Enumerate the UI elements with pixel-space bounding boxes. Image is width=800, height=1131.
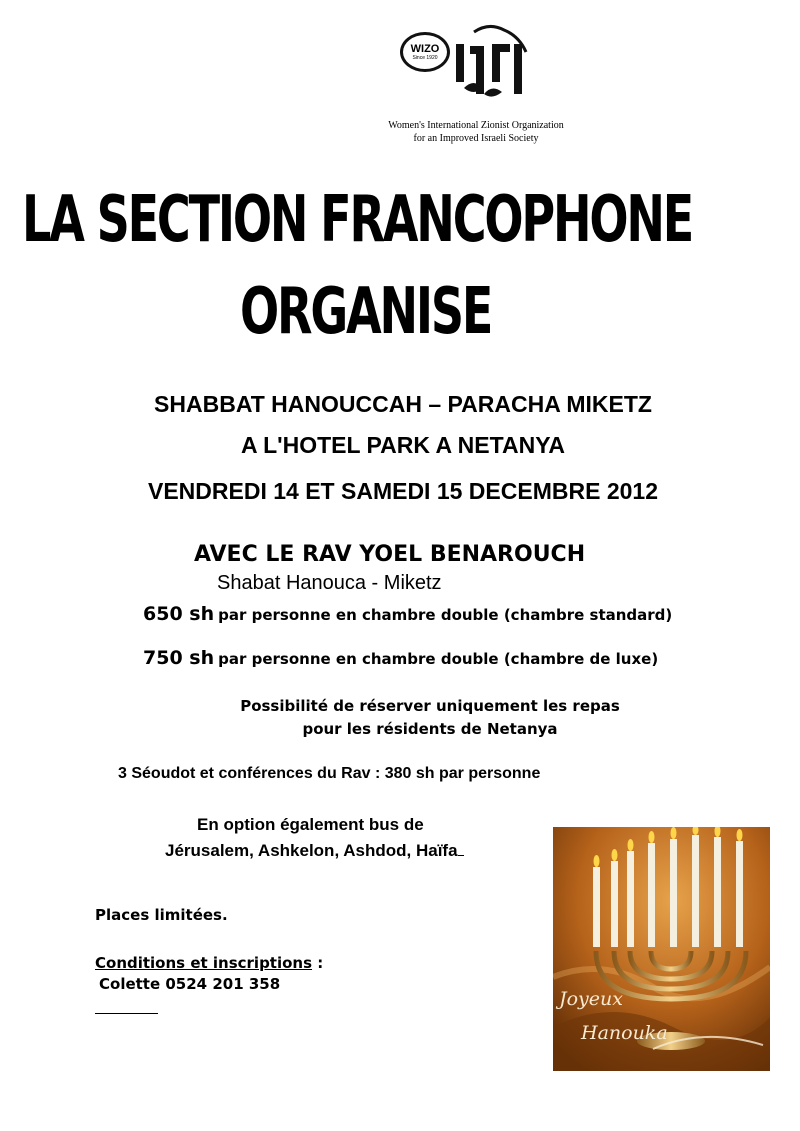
event-venue: A L'HOTEL PARK A NETANYA — [240, 432, 566, 458]
photo-caption-2: Hanouka — [581, 1022, 668, 1044]
conditions-suffix: : — [312, 954, 324, 972]
headline-line1: LA SECTION FRANCOPHONE — [22, 183, 693, 257]
conditions-row — [95, 954, 323, 972]
headline-line2: ORGANISE — [240, 275, 492, 349]
meals-line1: Possibilité de réserver uniquement les repas — [240, 697, 620, 715]
wizo-badge-text: WIZO — [410, 42, 440, 55]
event-speaker: AVEC LE RAV YOEL BENAROUCH — [194, 542, 586, 567]
wizo-badge — [400, 32, 450, 72]
photo-caption-1: Joyeux — [559, 988, 623, 1010]
org-name-line1: Women's International Zionist Organization — [388, 120, 564, 131]
menorah-photo — [553, 827, 770, 1071]
contact-info: Colette 0524 201 358 — [99, 975, 281, 993]
signature-line — [95, 1013, 158, 1014]
bus-line1: En option également bus de — [197, 815, 424, 834]
bus-cities: Jérusalem, Ashkelon, Ashdod, Haïfa — [165, 841, 458, 860]
places-limited: Places limitées. — [95, 906, 228, 924]
price-desc-luxe: par personne en chambre double (chambre de luxe) — [218, 650, 659, 668]
price-amount-luxe: 750 sh — [143, 647, 215, 669]
seoudot-offer: 3 Séoudot et conférences du Rav : 380 sh par personne — [118, 765, 541, 782]
meals-line2: pour les résidents de Netanya — [302, 720, 558, 738]
event-dates: VENDREDI 14 ET SAMEDI 15 DECEMBRE 2012 — [148, 478, 658, 504]
price-row-luxe — [143, 647, 658, 669]
org-name-line2: for an Improved Israeli Society — [413, 133, 539, 144]
bus-underscore — [458, 841, 464, 856]
wizo-hebrew-logo-icon — [444, 22, 534, 112]
price-desc-standard: par personne en chambre double (chambre standard) — [218, 606, 673, 624]
wizo-since-text: Since 1920 — [412, 54, 438, 61]
bus-line2 — [165, 841, 464, 861]
conditions-label: Conditions et inscriptions — [95, 954, 313, 972]
price-row-standard — [143, 603, 672, 625]
price-amount-standard: 650 sh — [143, 603, 215, 625]
event-speaker-subtitle: Shabat Hanouca - Miketz — [217, 572, 442, 594]
event-title: SHABBAT HANOUCCAH – PARACHA MIKETZ — [154, 391, 652, 417]
menorah-image — [553, 827, 770, 1071]
